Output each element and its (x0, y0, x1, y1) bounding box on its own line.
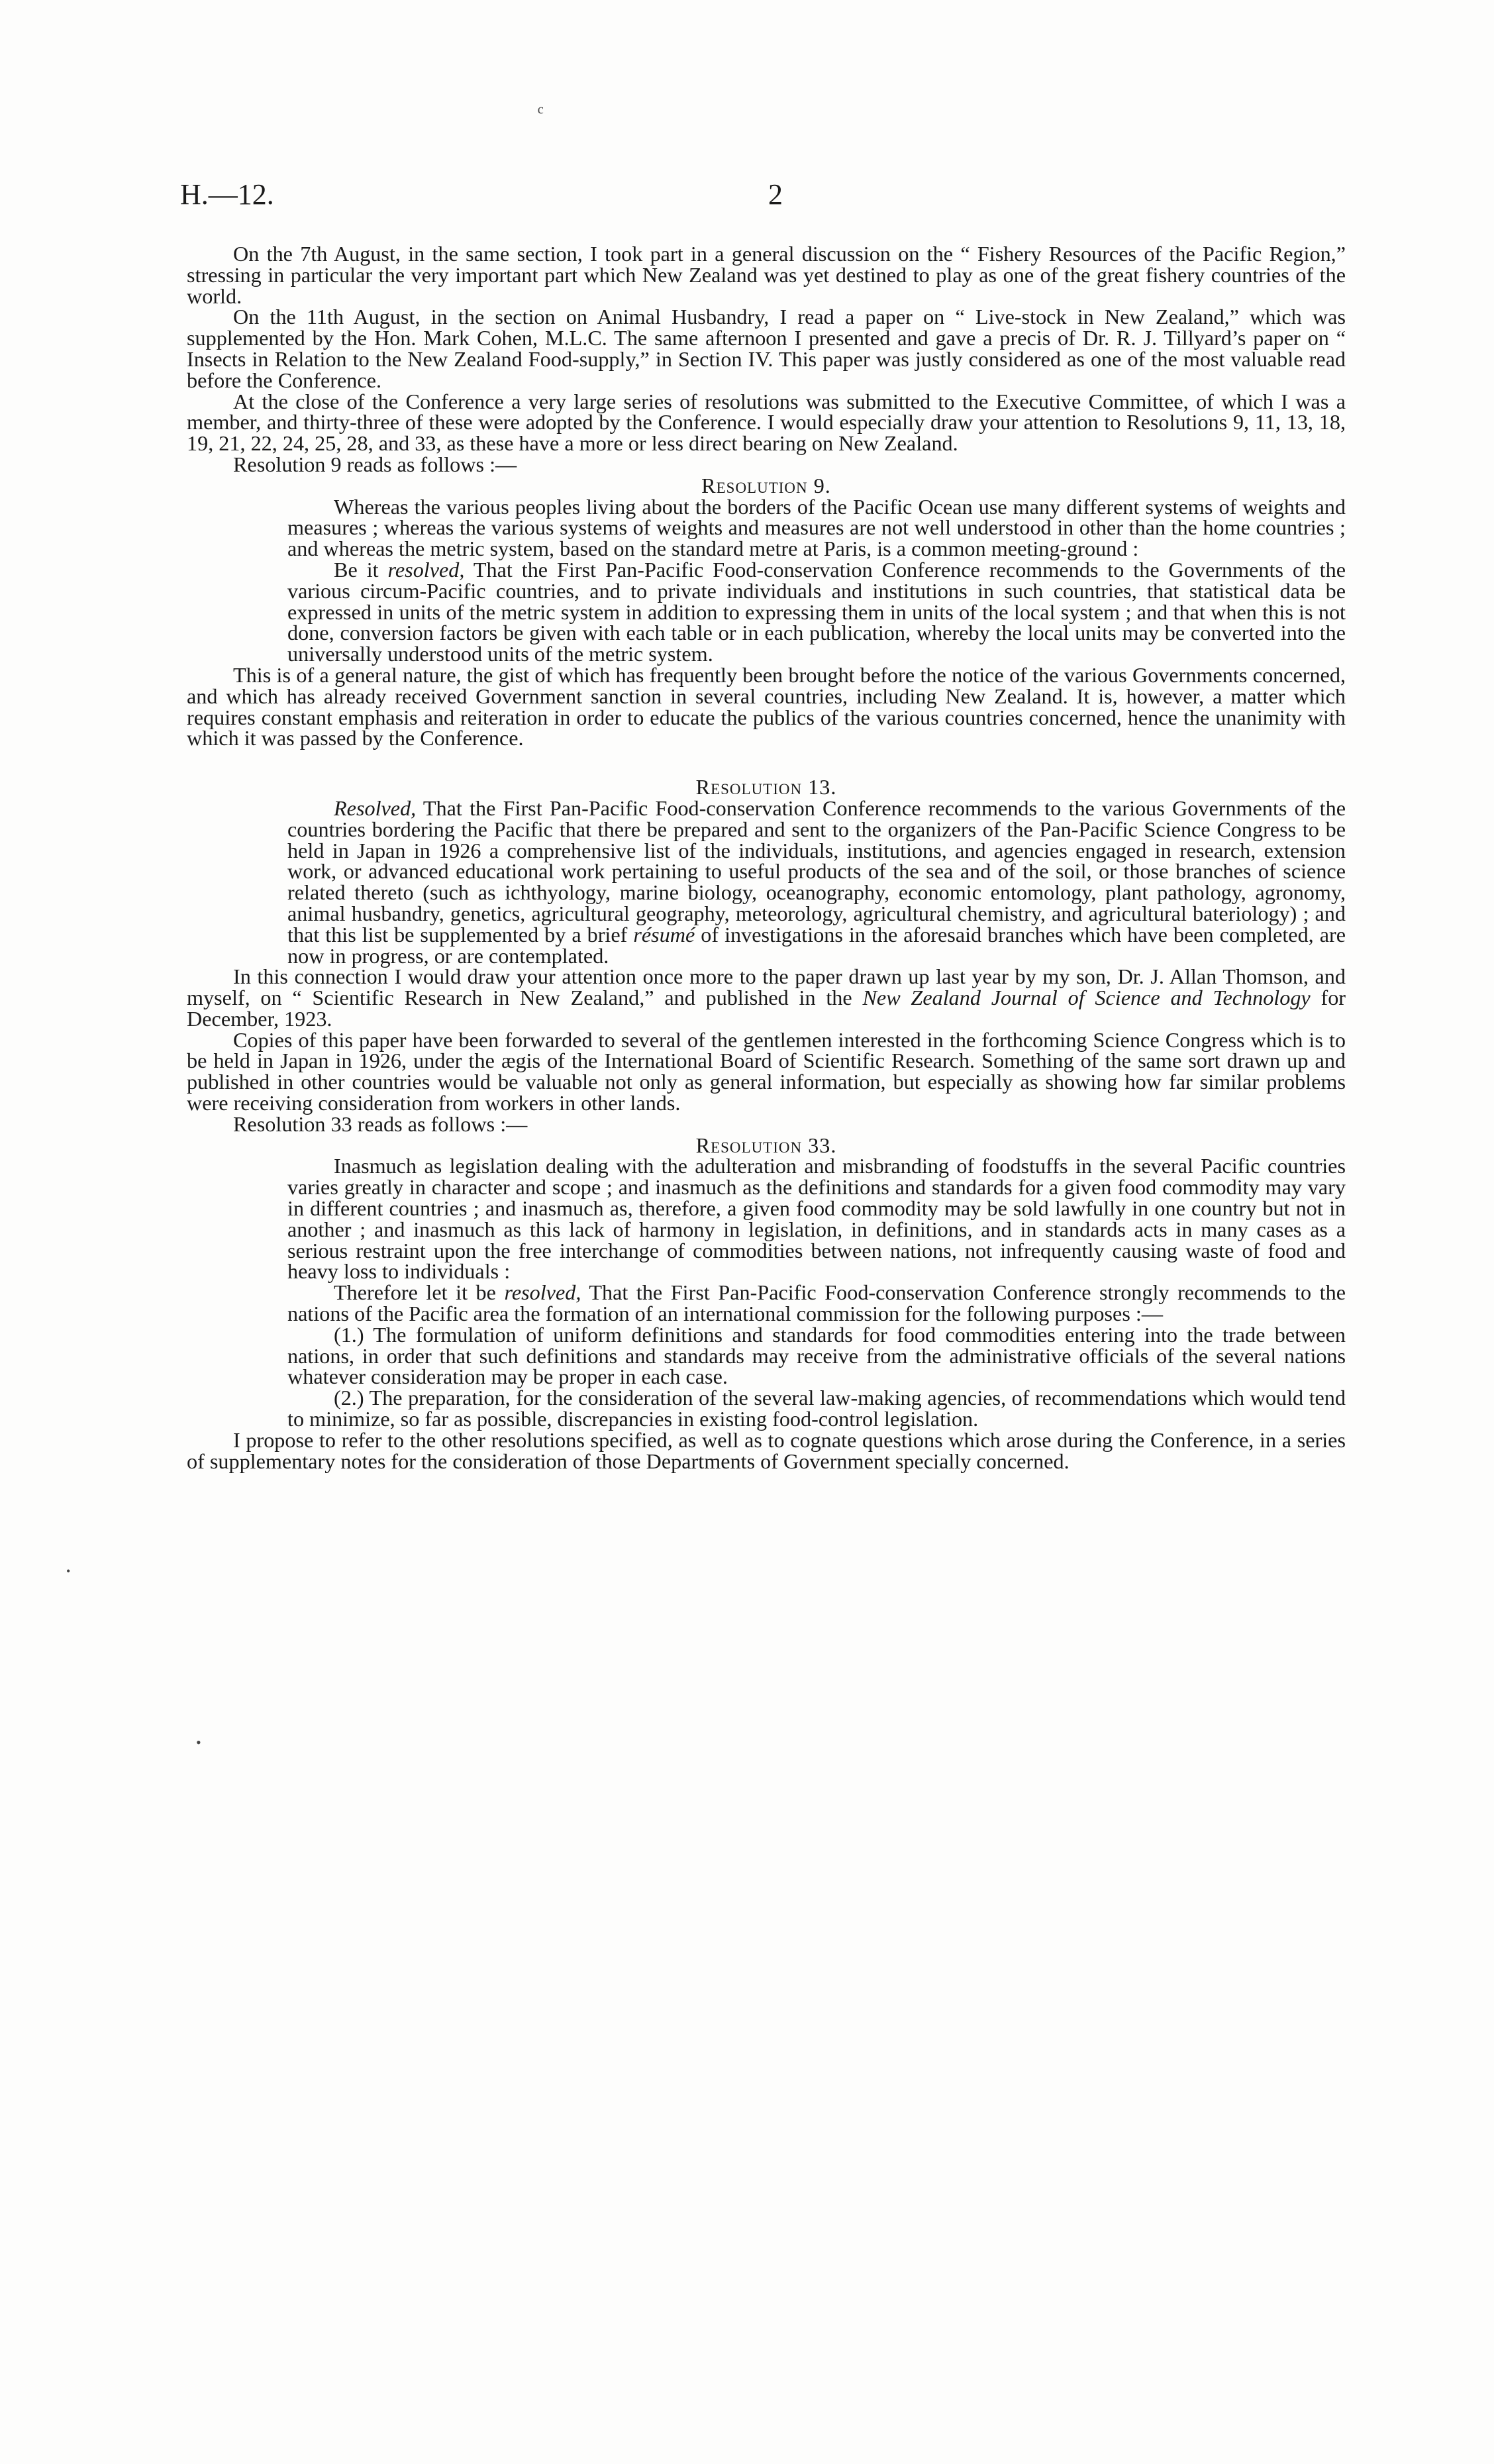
resolution-33-resolved: Therefore let it be resolved, That the First Pan-Pacific Food-conservation Conference strongly recommends to the nations of the Pacific area the formation of an international commission for the following purposes :— (287, 1280, 1346, 1326)
page-number: 2 (768, 178, 783, 211)
body-text (187, 244, 1346, 1472)
resolution-33-item-2: (2.) The preparation, for the consideration of the several law-making agencies, of recommendations which would tend to minimize, so far as possible, discrepancies in existing food-control legislation. (287, 1386, 1346, 1431)
stray-dot-left: • (66, 1565, 71, 1578)
resolution-33-item-1: (1.) The formulation of uniform definitions and standards for food commodities entering into the trade between nations, in order that such definitions and standards may receive from the administrative officials of the several nations whatever consideration may be proper in each case. (287, 1322, 1346, 1389)
resolution-13-text (287, 798, 1346, 966)
paragraph-scientific-research: In this connection I would draw your attention once more to the paper drawn up last year by my son, Dr. J. Allan Thomson, and myself, on “ Scientific Research in New Zealand,” and published in the New Zealand Journal of Science and Technology for December, 1923. (187, 964, 1346, 1031)
resolution-33-inasmuch: Inasmuch as legislation dealing with the adulteration and misbranding of foodstuffs in the several Pacific countries varies greatly in character and scope ; and inasmuch as the definitions and standards for a given food commodity may vary in different countries ; and inasmuch as, therefore, a given food commodity may be sold lawfully in one country but not in another ; and inasmuch as this lack of harmony in legislation, in definitions, and in standards acts in many cases as a serious restraint upon the free interchange of commodities between nations, not infrequently causing waste of food and heavy loss to individuals : (287, 1154, 1346, 1284)
resolution-9-resolved: Be it resolved, That the First Pan-Pacific Food-conservation Conference recommends to the Governments of the various circum-Pacific countries, and to private individuals and institutions in such countries, that statistical data be expressed in units of the metric system in addition to expressing them in units of the local system ; and that when this is not done, conversion factors be given with each table or in each publication, whereby the local units may be converted into the universally understood units of the metric system. (287, 557, 1346, 666)
page-header (180, 178, 1332, 217)
resolution-33-heading: Resolution 33. (695, 1133, 837, 1157)
resolution-33-text (287, 1156, 1346, 1429)
resolution-13-heading: Resolution 13. (695, 775, 837, 799)
paragraph-copies: Copies of this paper have been forwarded to several of the gentlemen interested in the forthcoming Science Congress which is to be held in Japan in 1926, under the ægis of the International Board of Scientific Research. Something of the same sort drawn up and published in other countries would be valuable not only as general information, but especially as showing how far similar problems were receiving consideration from workers in other lands. (187, 1027, 1346, 1115)
paragraph-resolutions: At the close of the Conference a very large series of resolutions was submitted to the Executive Committee, of which I was a member, and thirty-three of these were adopted by the Conference. I would especially draw your attention to Resolutions 9, 11, 13, 18, 19, 21, 22, 24, 25, 28, and 33, as these have a more or less direct bearing on New Zealand. (187, 389, 1346, 456)
paragraph-livestock: On the 11th August, in the section on Animal Husbandry, I read a paper on “ Live-stock in New Zealand,” which was supplemented by the Hon. Mark Cohen, M.L.C. The same afternoon I presented and gave a precis of Dr. R. J. Tillyard’s paper on “ Insects in Relation to the New Zealand Food-supply,” in Section IV. This paper was justly considered as one of the most valuable read before the Conference. (187, 305, 1346, 392)
resolution-9-heading: Resolution 9. (701, 473, 831, 497)
stray-mark-top: ᶜ (538, 101, 544, 125)
resolution-9-whereas: Whereas the various peoples living about the borders of the Pacific Ocean use many different systems of weights and measures ; whereas the various systems of weights and measures are not well understood in other than the home countries ; and whereas the metric system, based on the standard metre at Paris, is a common meeting-ground : (287, 494, 1346, 561)
resolution-13-body: Resolved, That the First Pan-Pacific Food-conservation Conference recommends to the various Governments of the countries bordering the Pacific that there be prepared and sent to the organizers of the Pan-Pacific Science Congress to be held in Japan in 1926 a comprehensive list of the individuals, institutions, and agencies engaged in research, extension work, or advanced educational work pertaining to useful products of the sea and of the soil, or those branches of science related thereto (such as ichthyology, marine biology, oceanography, economic entomology, plant pathology, agronomy, animal husbandry, genetics, agricultural geography, meteorology, agricultural chemistry, and agricultural bateriology) ; and that this list be supplemented by a brief résumé of investigations in the aforesaid branches which have been completed, are now in progress, or are contemplated. (287, 796, 1346, 968)
paragraph-res9-intro: Resolution 9 reads as follows :— (233, 452, 517, 476)
paragraph-closing: I propose to refer to the other resolutions specified, as well as to cognate questions which arose during the Conference, in a series of supplementary notes for the consideration of those Departments of Government specially concerned. (187, 1427, 1346, 1473)
document-reference: H.—12. (180, 178, 274, 211)
paragraph-after-res9: This is of a general nature, the gist of which has frequently been brought before the notice of the various Governments concerned, and which has already received Government sanction in several countries, including New Zealand. It is, however, a matter which requires constant emphasis and reiteration in order to educate the publics of the various countries concerned, hence the unanimity with which it was passed by the Conference. (187, 662, 1346, 750)
resolution-9-text (287, 494, 1346, 666)
paragraph-fishery: On the 7th August, in the same section, I took part in a general discussion on the “ Fishery Resources of the Pacific Region,” stressing in particular the very important part which New Zealand was yet destined to play as one of the great fishery countries of the world. (187, 242, 1346, 308)
stray-bullet-res33: • (196, 1734, 201, 1751)
paragraph-res33-intro: Resolution 33 reads as follows :— (233, 1111, 528, 1136)
